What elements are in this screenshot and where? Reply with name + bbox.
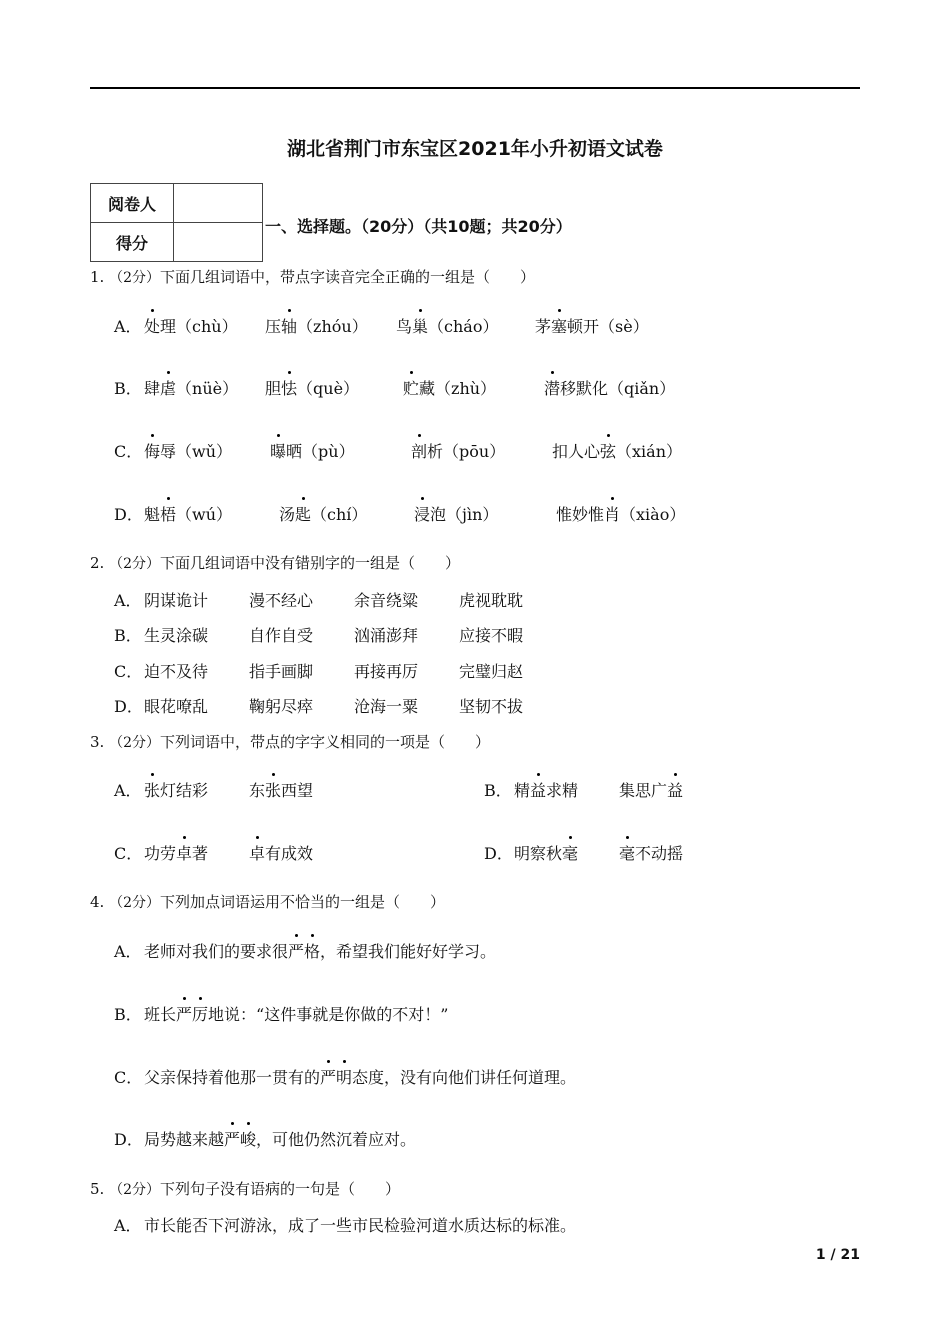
question-1-stem: 1. （2分）下面几组词语中，带点字读音完全正确的一组是（ ） <box>90 268 536 286</box>
option-item: 扣人心弦（xián） <box>552 439 682 462</box>
dotted-char: 益 <box>530 778 546 801</box>
section-heading: 一、选择题。（20分）（共10题；共20分） <box>265 217 572 236</box>
option-item: 东张西望 <box>249 778 313 801</box>
dotted-char: 梧 <box>160 502 176 525</box>
dotted-char: 侮 <box>144 439 160 462</box>
option-item: 功劳卓著 <box>144 841 208 864</box>
question-4-stem: 4. （2分）下列加点词语运用不恰当的一组是（ ） <box>90 893 446 911</box>
option-item: 茅塞顿开（sè） <box>535 314 649 337</box>
score-cell[interactable] <box>174 223 263 262</box>
reviewer-cell[interactable] <box>174 184 263 223</box>
dotted-char: 潜 <box>544 376 560 399</box>
option-sentence: 班长严厉地说：“这件事就是你做的不对！” <box>144 1002 448 1025</box>
dotted-char: 严 <box>224 1127 240 1150</box>
dotted-char: 张 <box>144 778 160 801</box>
score-label: 得分 <box>91 223 174 262</box>
option-item: 张灯结彩 <box>144 778 208 801</box>
dotted-char: 塞 <box>551 314 567 337</box>
dotted-char: 虐 <box>160 376 176 399</box>
dotted-char: 匙 <box>295 502 311 525</box>
dotted-char: 卓 <box>249 841 265 864</box>
page-indicator: 1 / 21 <box>815 1247 860 1263</box>
option-item: 处理（chù） <box>144 314 238 337</box>
option-sentence: 市长能否下河游泳，成了一些市民检验河道水质达标的标准。 <box>144 1216 577 1235</box>
dotted-char: 轴 <box>281 314 297 337</box>
dotted-char: 巢 <box>412 314 428 337</box>
dotted-char: 严 <box>288 939 304 962</box>
option-item: 鸟巢（cháo） <box>396 314 498 337</box>
question-3-stem: 3. （2分）下列词语中，带点的字字义相同的一项是（ ） <box>90 733 491 751</box>
option-item: 潜移默化（qiǎn） <box>544 376 675 399</box>
dotted-char: 贮 <box>403 376 419 399</box>
option-item: 胆怯（què） <box>265 376 359 399</box>
option-item: 侮辱（wǔ） <box>144 439 232 462</box>
option-item: 压轴（zhóu） <box>265 314 368 337</box>
header-rule <box>90 87 860 89</box>
option-sentence: 父亲保持着他那一贯有的严明态度，没有向他们讲任何道理。 <box>144 1065 576 1088</box>
dotted-char: 曝 <box>270 439 286 462</box>
dotted-char: 毫 <box>619 841 635 864</box>
option-item: 浸泡（jìn） <box>414 502 498 525</box>
dotted-char: 峻 <box>240 1127 256 1150</box>
dotted-char: 张 <box>265 778 281 801</box>
option-item: 卓有成效 <box>249 841 313 864</box>
option-sentence: 老师对我们的要求很严格，希望我们能好好学习。 <box>144 939 496 962</box>
option-item: 贮藏（zhù） <box>403 376 496 399</box>
dotted-char: 怯 <box>281 376 297 399</box>
dotted-char: 严 <box>176 1002 192 1025</box>
dotted-char: 处 <box>144 314 160 337</box>
option-item: 毫不动摇 <box>619 841 683 864</box>
question-5-stem: 5. （2分）下列句子没有语病的一句是（ ） <box>90 1180 401 1198</box>
option-item: 曝晒（pù） <box>270 439 355 462</box>
option-item: 剖析（pōu） <box>411 439 505 462</box>
dotted-char: 格 <box>304 939 320 962</box>
dotted-char: 益 <box>667 778 683 801</box>
dotted-char: 剖 <box>411 439 427 462</box>
dotted-char: 明 <box>336 1065 352 1088</box>
dotted-char: 肖 <box>604 502 620 525</box>
dotted-char: 严 <box>320 1065 336 1088</box>
dotted-char: 浸 <box>414 502 430 525</box>
question-2-stem: 2. （2分）下面几组词语中没有错别字的一组是（ ） <box>90 554 461 572</box>
option-item: 精益求精 <box>514 778 578 801</box>
option-item: 肆虐（nüè） <box>144 376 238 399</box>
dotted-char: 弦 <box>600 439 616 462</box>
page-title: 湖北省荆门市东宝区2021年小升初语文试卷 <box>287 138 663 160</box>
option-item: 汤匙（chí） <box>279 502 367 525</box>
score-table <box>90 183 263 262</box>
option-item: 魁梧（wú） <box>144 502 232 525</box>
option-item: 明察秋毫 <box>514 841 578 864</box>
option-item: 集思广益 <box>619 778 683 801</box>
dotted-char: 毫 <box>562 841 578 864</box>
dotted-char: 卓 <box>176 841 192 864</box>
reviewer-label: 阅卷人 <box>91 184 174 223</box>
option-item: 惟妙惟肖（xiào） <box>556 502 685 525</box>
dotted-char: 厉 <box>192 1002 208 1025</box>
option-sentence: 局势越来越严峻，可他仍然沉着应对。 <box>144 1127 416 1150</box>
